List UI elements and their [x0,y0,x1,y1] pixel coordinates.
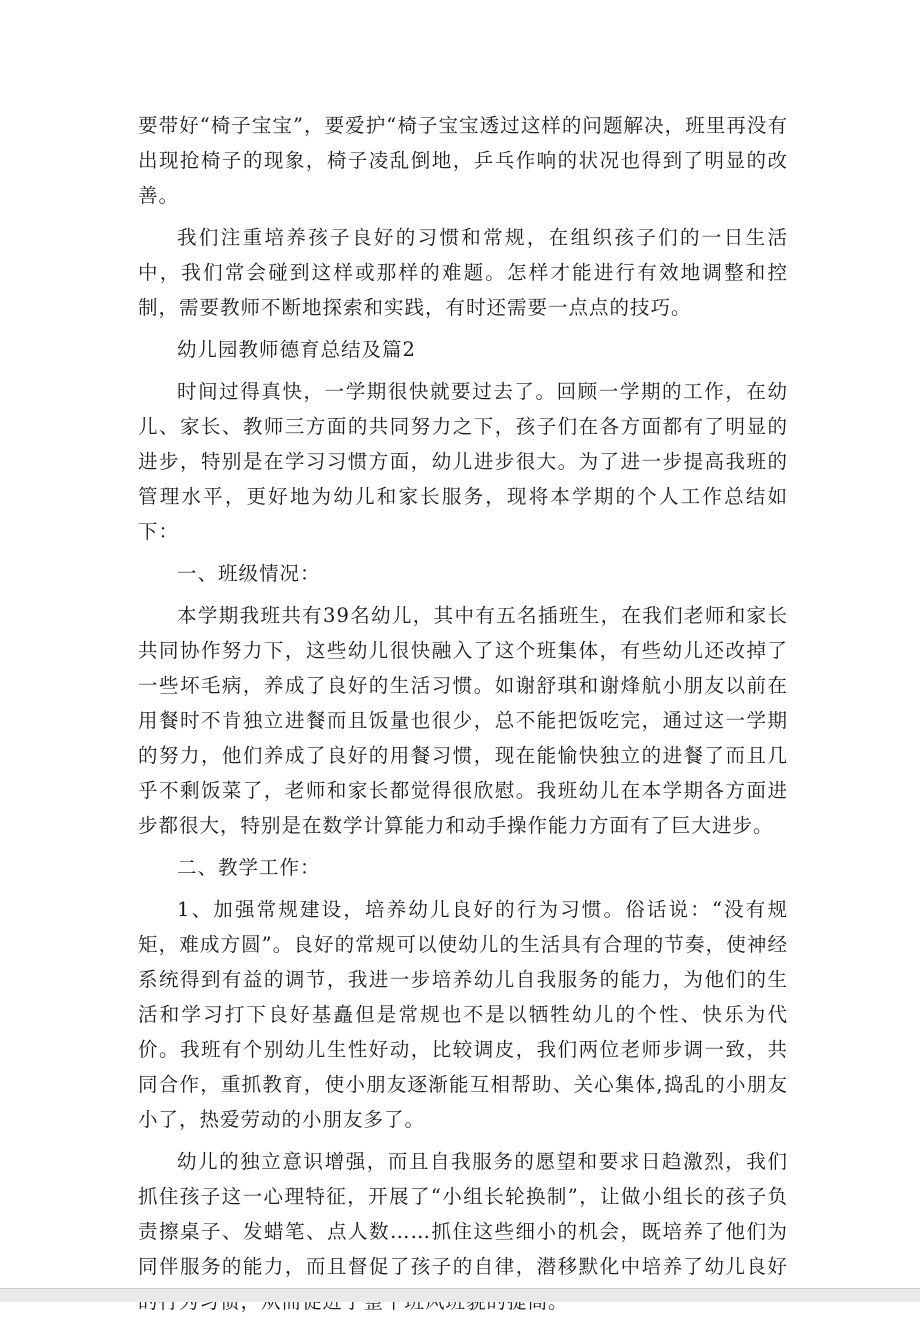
bottom-edge-bar [0,1288,920,1302]
heading-teaching-work: 二、教学工作： [177,856,321,879]
heading-class-situation: 一、班级情况： [177,562,321,585]
paragraph-continuation: 要带好“椅子宝宝”，要爱护“椅子宝宝透过这样的问题解决，班里再没有出现抢椅子的现象，椅子凌乱倒地，乒乓作响的状况也得到了明显的改善。 [138,114,788,207]
paragraph-intro: 时间过得真快，一学期很快就要过去了。回顾一学期的工作，在幼儿、家长、教师三方面的共同努力之下，孩子们在各方面都有了明显的进步，特别是在学习习惯方面，幼儿进步很大。为了进一步提高我班的管理水平，更好地为幼儿和家长服务，现将本学期的个人工作总结如下： [138,380,788,543]
paragraph-routine-building: 1、加强常规建设，培养幼儿良好的行为习惯。俗话说：“没有规矩，难成方圆”。良好的常规可以使幼儿的生活具有合理的节奏，使神经系统得到有益的调节，我进一步培养幼儿自我服务的能力，为他们的生活和学习打下良好基矗但是常规也不是以牺牲幼儿的个性、快乐为代价。我班有个别幼儿生性好动，比较调皮，我们两位老师步调一致，共同合作，重抓教育，使小朋友逐渐能互相帮助、关心集体,捣乱的小朋友小了，热爱劳动的小朋友多了。 [138,898,788,1131]
document-body [138,108,788,1326]
paragraph-class-situation: 本学期我班共有39名幼儿，其中有五名插班生，在我们老师和家长共同协作努力下，这些幼儿很快融入了这个班集体，有些幼儿还改掉了一些坏毛病，养成了良好的生活习惯。如谢舒琪和谢烽航小朋友以前在用餐时不肯独立进餐而且饭量也很少，总不能把饭吃完，通过这一学期的努力，他们养成了良好的用餐习惯，现在能愉快独立的进餐了而且几乎不剩饭菜了，老师和家长都觉得很欣慰。我班幼儿在本学期各方面进步都很大，特别是在数学计算能力和动手操作能力方面有了巨大进步。 [138,604,788,837]
paragraph-habits: 我们注重培养孩子良好的习惯和常规，在组织孩子们的一日生活中，我们常会碰到这样或那样的难题。怎样才能进行有效地调整和控制，需要教师不断地探索和实践，有时还需要一点点的技巧。 [138,226,788,319]
section-title: 幼儿园教师德育总结及篇2 [177,338,416,361]
paragraph-independence: 幼儿的独立意识增强，而且自我服务的愿望和要求日趋激烈，我们抓住孩子这一心理特征，开展了“小组长轮换制”，让做小组长的孩子负责擦桌子、发蜡笔、点人数……抓住这些细小的机会，既培养了他们为同伴服务的能力，而且督促了孩子的自律，潜移默化中培养了幼儿良好 [138,1150,788,1278]
